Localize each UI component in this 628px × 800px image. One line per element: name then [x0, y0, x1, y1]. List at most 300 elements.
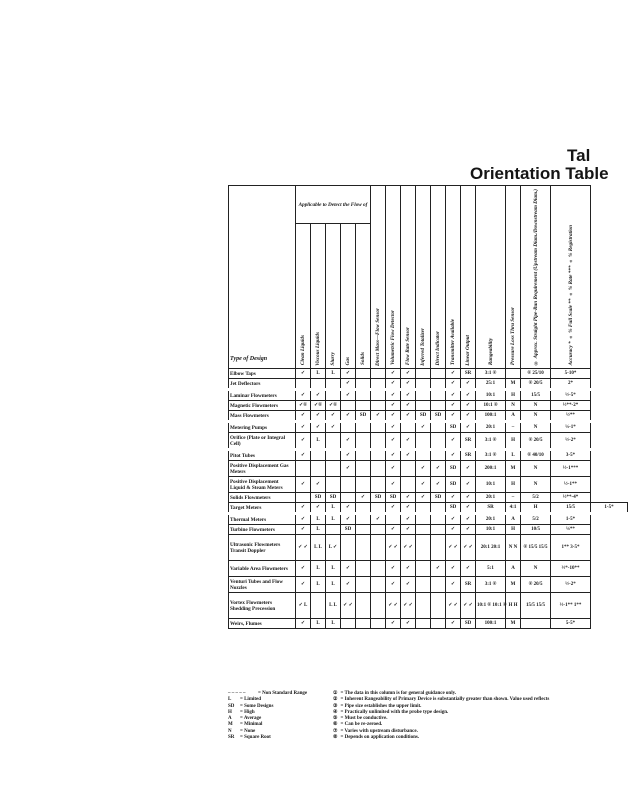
table-cell: 10:1 [476, 390, 506, 401]
table-cell [416, 619, 431, 629]
table-row [229, 369, 628, 379]
row-design-name: Weirs, Flumes [229, 619, 296, 629]
table-cell: ½*-10** [551, 561, 591, 577]
table-cell [296, 461, 311, 477]
table-cell [401, 461, 416, 477]
legend-text: = High [240, 709, 255, 715]
table-row [229, 422, 628, 433]
table-cell [371, 577, 386, 593]
footnote-text: = Must be conductive. [340, 716, 388, 722]
table-cell: SR [461, 369, 476, 379]
table-cell: ¼** [551, 525, 591, 535]
table-row [229, 619, 628, 629]
table-cell: ½-2* [551, 433, 591, 450]
row-design-name: Pitot Tubes [229, 450, 296, 461]
table-cell [416, 561, 431, 577]
table-cell: ✓ [296, 577, 311, 593]
table-cell [341, 401, 356, 411]
row-design-name: Metering Pumps [229, 422, 296, 433]
table-cell [431, 450, 446, 461]
table-cell [431, 535, 446, 561]
table-cell: 200:1 [476, 461, 506, 477]
table-cell: ✓® [296, 401, 311, 411]
table-cell: ® 40/10 [521, 450, 551, 461]
table-cell [431, 379, 446, 390]
table-cell: L [506, 450, 521, 461]
table-cell: ½-1** 1** [551, 593, 591, 619]
table-cell [356, 369, 371, 379]
footnote-text: = Can be re-zeroed. [340, 722, 383, 728]
table-cell: ✓ ✓ [461, 593, 476, 619]
table-cell: SR [461, 577, 476, 593]
header-inferred-totalizer: Inferred Totalizer [420, 327, 427, 366]
header-direct-mass: Direct Mass—Flow Sensor [375, 307, 382, 366]
header-slurry: Slurry [330, 351, 336, 366]
table-cell: ✓ [401, 493, 416, 503]
table-cell: ✓ [446, 411, 461, 422]
table-cell: ✓ [401, 433, 416, 450]
table-cell: 25:1 [476, 379, 506, 390]
table-cell [356, 619, 371, 629]
table-cell: L [311, 369, 326, 379]
footnote-text: = Practically unlimited with the probe type design. [340, 709, 449, 715]
table-cell [356, 503, 371, 514]
table-cell: M [506, 619, 521, 629]
table-row [229, 379, 628, 390]
table-cell: ✓ [446, 525, 461, 535]
table-row [229, 477, 628, 493]
legend-text: = Square Root [240, 735, 271, 741]
table-cell: ✓ [386, 461, 401, 477]
table-cell: ✓ [461, 561, 476, 577]
legend-symbol: SR [228, 735, 235, 741]
table-cell: ✓ [386, 561, 401, 577]
table-cell: ✓ [431, 561, 446, 577]
table-cell: ® 25/10 [521, 369, 551, 379]
table-row [229, 450, 628, 461]
legend-symbol: – – – – – [228, 691, 246, 696]
table-cell: SD [431, 493, 446, 503]
footnote-symbol: ③ [333, 703, 338, 709]
table-cell: ½** [551, 411, 591, 422]
table-cell: 100:1 [476, 411, 506, 422]
table-cell: ® 20/5 [521, 433, 551, 450]
header-straight-pipe: ® Approx. Straight Pipe-Run Requirement (Upstream Diam./Downstream Diam.) [532, 189, 539, 366]
header-pressure-loss: Pressure Loss Thru Sensor [510, 307, 517, 366]
table-cell: L [326, 514, 341, 525]
table-cell: ✓ ✓ [446, 535, 461, 561]
table-cell: L [326, 503, 341, 514]
table-cell: ✓ [461, 503, 476, 514]
table-cell [311, 450, 326, 461]
table-cell: ✓ ✓ [296, 535, 311, 561]
legend-text: = Limited [240, 697, 262, 703]
table-cell: ✓ [401, 561, 416, 577]
table-row [229, 577, 628, 593]
legend-item [228, 735, 307, 741]
table-cell: ✓ [296, 411, 311, 422]
table-cell: ✓ [461, 379, 476, 390]
table-cell: ✓ [401, 577, 416, 593]
table-row [229, 433, 628, 450]
table-cell [311, 593, 326, 619]
table-cell: L [326, 577, 341, 593]
row-design-name: Mass Flowmeters [229, 411, 296, 422]
table-cell: ✓ [341, 561, 356, 577]
row-design-name: Laminar Flowmeters [229, 390, 296, 401]
table-cell [431, 619, 446, 629]
table-title: Orientation Table [470, 164, 609, 183]
table-cell: ½**-4* [551, 493, 591, 503]
table-cell: ✓ [386, 503, 401, 514]
table-cell: 2* [551, 379, 591, 390]
table-cell: ✓ [311, 390, 326, 401]
table-cell: 15/5 15/5 [521, 593, 551, 619]
table-row [229, 461, 628, 477]
table-cell: ✓ ✓ [341, 593, 356, 619]
row-design-name: Variable Area Flowmeters [229, 561, 296, 577]
table-cell: ½-5* [551, 390, 591, 401]
table-cell: N [521, 401, 551, 411]
table-cell [326, 477, 341, 493]
table-cell: 100:1 [476, 619, 506, 629]
table-cell [341, 422, 356, 433]
table-cell: ✓ [296, 619, 311, 629]
table-cell: ✓ [341, 411, 356, 422]
table-cell: ✓ [446, 401, 461, 411]
table-cell: 20:1 20:1 [476, 535, 506, 561]
table-cell: SR [461, 433, 476, 450]
table-cell: ✓ [311, 422, 326, 433]
table-cell [311, 461, 326, 477]
table-cell [416, 450, 431, 461]
table-cell: ✓ [386, 390, 401, 401]
table-cell: 3:1 ® [476, 577, 506, 593]
table-cell: 3-5* [551, 450, 591, 461]
table-cell: H [506, 477, 521, 493]
legend-text: = Non Standard Range [258, 691, 308, 696]
table-cell: 3:1 ® [476, 450, 506, 461]
table-cell: ✓ [341, 503, 356, 514]
table-cell: SD [356, 411, 371, 422]
table-cell: L L [326, 593, 341, 619]
table-cell: ✓ [401, 619, 416, 629]
table-cell: ✓ [341, 379, 356, 390]
table-cell [326, 390, 341, 401]
table-cell: ✓ [431, 461, 446, 477]
table-cell [371, 593, 386, 619]
table-cell [356, 379, 371, 390]
table-cell [371, 369, 386, 379]
header-gas: Gas [345, 357, 351, 366]
footnote-text: = Depends on application conditions. [340, 735, 420, 741]
header-direct-indicator: Direct Indicator [435, 330, 442, 366]
table-cell [416, 433, 431, 450]
table-cell: 10/5 [521, 525, 551, 535]
row-design-name: Solids Flowmeters [229, 493, 296, 503]
table-cell: ✓ [386, 422, 401, 433]
table-cell: ✓ [386, 369, 401, 379]
table-cell: ✓ [386, 450, 401, 461]
table-cell: ✓ [416, 422, 431, 433]
table-cell [371, 535, 386, 561]
header-accuracy: Accuracy * ± % Full Scale ** ± % Rate *** ± % Registration [567, 225, 574, 366]
table-cell: ✓ [311, 411, 326, 422]
table-cell: N [506, 401, 521, 411]
table-cell: ✓ [461, 514, 476, 525]
table-row [229, 493, 628, 503]
footnotes [333, 691, 549, 741]
table-row [229, 411, 628, 422]
table-cell: 3:1 ® [476, 433, 506, 450]
table-cell: ✓ [461, 422, 476, 433]
table-row [229, 390, 628, 401]
table-cell: ✓ [296, 514, 311, 525]
table-cell: – [506, 422, 521, 433]
table-cell: ✓ [371, 514, 386, 525]
table-cell: ✓ ✓ [401, 593, 416, 619]
table-cell [521, 619, 551, 629]
table-cell: ✓ [386, 401, 401, 411]
table-cell: N [521, 411, 551, 422]
table-cell: SD [446, 461, 461, 477]
table-cell: SD [416, 411, 431, 422]
table-cell [431, 401, 446, 411]
table-cell: ® 20/5 [521, 379, 551, 390]
table-cell: M [506, 461, 521, 477]
table-cell: ✓ [386, 619, 401, 629]
table-cell: ✓ [446, 619, 461, 629]
table-cell: SD [446, 477, 461, 493]
table-cell [416, 379, 431, 390]
table-cell: A [506, 561, 521, 577]
table-cell: N [521, 561, 551, 577]
table-cell: ✓ [296, 477, 311, 493]
table-row [229, 401, 628, 411]
footnote-item [333, 735, 549, 741]
table-cell: L [326, 619, 341, 629]
table-cell: N [521, 461, 551, 477]
row-design-name: Positive Displacement Liquid & Steam Meters [229, 477, 296, 493]
table-cell [371, 477, 386, 493]
table-cell: 5-5* [551, 619, 591, 629]
table-cell: ✓ [446, 561, 461, 577]
table-cell: ✓ [326, 422, 341, 433]
table-cell [356, 561, 371, 577]
legend-text: = Some Designs [240, 703, 274, 709]
table-cell: 1** 3-5* [551, 535, 591, 561]
table-cell [371, 561, 386, 577]
table-cell [371, 390, 386, 401]
table-cell: ✓ [341, 369, 356, 379]
table-cell: ✓ [446, 390, 461, 401]
table-cell: ✓ [401, 379, 416, 390]
table-cell: ✓ ✓ [386, 593, 401, 619]
table-cell: ✓ [326, 411, 341, 422]
table-cell: ✓ [416, 493, 431, 503]
table-cell: ✓ [446, 577, 461, 593]
table-cell: L [311, 577, 326, 593]
row-design-name: Turbine Flowmeters [229, 525, 296, 535]
table-cell: ✓ [446, 369, 461, 379]
table-cell: H [521, 503, 551, 514]
table-cell: A [506, 411, 521, 422]
table-cell: SD [446, 422, 461, 433]
table-cell: ✓ L [296, 593, 311, 619]
legend-symbol: M [228, 722, 233, 728]
table-cell: H [506, 390, 521, 401]
table-cell: ✓ [311, 503, 326, 514]
table-cell [341, 619, 356, 629]
table-cell: M [506, 379, 521, 390]
legend-text: = Minimal [240, 722, 263, 728]
table-cell: 1-5* [591, 503, 628, 514]
table-cell: L [311, 561, 326, 577]
table-cell: ✓ [461, 525, 476, 535]
table-cell: ✓ [446, 514, 461, 525]
table-cell: ✓ [431, 477, 446, 493]
table-cell: ✓ [386, 525, 401, 535]
row-design-name: Positive Displacement Gas Meters [229, 461, 296, 477]
legend-text: = None [240, 728, 256, 734]
table-cell: ✓ [341, 577, 356, 593]
table-cell [371, 503, 386, 514]
table-cell [356, 401, 371, 411]
table-cell: 1-5* [551, 514, 591, 525]
table-cell [371, 433, 386, 450]
table-cell: L [326, 369, 341, 379]
table-cell: SD [431, 411, 446, 422]
table-cell: ✓ [401, 401, 416, 411]
table-cell [356, 525, 371, 535]
footnote-symbol: ② [333, 697, 338, 703]
table-cell [431, 422, 446, 433]
table-cell: ✓ [401, 450, 416, 461]
table-cell: ✓ [311, 477, 326, 493]
row-design-name: Jet Deflectors [229, 379, 296, 390]
table-cell [371, 379, 386, 390]
table-cell: ✓ [401, 525, 416, 535]
table-cell: – [506, 493, 521, 503]
table-cell: ✓ [416, 461, 431, 477]
table-cell: ✓ [461, 411, 476, 422]
table-cell: ✓ [296, 561, 311, 577]
table-cell: L ✓ [326, 535, 341, 561]
table-cell: ® 20/5 [521, 577, 551, 593]
table-cell: SR [461, 450, 476, 461]
table-cell: 4:1 [506, 503, 521, 514]
table-cell: ✓ [341, 390, 356, 401]
table-cell [431, 593, 446, 619]
legend-symbol: N [228, 728, 232, 734]
table-cell [356, 450, 371, 461]
table-cell: ½-1** [551, 477, 591, 493]
table-cell: ✓ [416, 477, 431, 493]
table-cell [371, 401, 386, 411]
table-cell: ✓ [386, 477, 401, 493]
table-cell: ✓ [461, 493, 476, 503]
table-cell: ✓ [386, 577, 401, 593]
table-cell: ✓ [296, 433, 311, 450]
table-cell: N [521, 422, 551, 433]
table-cell: ✓ [461, 401, 476, 411]
table-cell [371, 619, 386, 629]
header-viscous-liquids: Viscous Liquids [315, 331, 321, 366]
table-cell: ✓ [446, 379, 461, 390]
table-cell: 3:1 ® [476, 369, 506, 379]
table-cell: ✓ [356, 493, 371, 503]
table-cell: ✓ [296, 369, 311, 379]
table-cell: ✓ [446, 450, 461, 461]
table-cell [356, 422, 371, 433]
table-cell: M [506, 577, 521, 593]
row-design-name: Thermal Meters [229, 514, 296, 525]
table-cell: ✓ [401, 369, 416, 379]
table-cell [356, 477, 371, 493]
footnote-text: = Varies with upstream disturbance. [340, 728, 418, 734]
row-design-name: Elbow Taps [229, 369, 296, 379]
table-cell [431, 503, 446, 514]
table-cell [326, 461, 341, 477]
table-cell [311, 379, 326, 390]
table-cell: ¼-1* [551, 422, 591, 433]
footnote-symbol: ④ [333, 709, 338, 715]
table-body [229, 369, 628, 629]
table-cell: ✓® [326, 401, 341, 411]
table-cell [356, 433, 371, 450]
table-cell: ½**-2* [551, 401, 591, 411]
footnote-symbol: ⑤ [333, 716, 338, 722]
table-cell: ½-1*** [551, 461, 591, 477]
table-cell: L [311, 525, 326, 535]
table-cell: ✓ [296, 390, 311, 401]
table-cell [326, 433, 341, 450]
table-cell [356, 390, 371, 401]
table-cell: ✓ [446, 493, 461, 503]
table-cell: ✓ [386, 379, 401, 390]
table-cell [356, 593, 371, 619]
table-cell: ✓ [296, 525, 311, 535]
table-cell: SD [371, 493, 386, 503]
table-cell: ® 15/5 15/5 [521, 535, 551, 561]
table-cell: SD [311, 493, 326, 503]
table-cell: L [311, 619, 326, 629]
table-cell: 10:1 [476, 525, 506, 535]
table-cell [296, 493, 311, 503]
header-linear-output: Linear Output [465, 334, 472, 366]
table-cell: ✓ [401, 411, 416, 422]
table-cell: H [506, 525, 521, 535]
table-row [229, 503, 628, 514]
row-design-name: Orifice (Plate or Integral Cell) [229, 433, 296, 450]
flowmeter-orientation-table [228, 185, 628, 629]
table-cell: ✓ [461, 390, 476, 401]
table-cell [416, 577, 431, 593]
table-cell [326, 379, 341, 390]
table-cell [416, 525, 431, 535]
type-of-design-header: Type of Design [229, 186, 296, 369]
table-cell: 5:1 [476, 561, 506, 577]
table-cell: ✓ [296, 503, 311, 514]
legend [228, 691, 307, 741]
table-cell [416, 390, 431, 401]
table-cell [431, 577, 446, 593]
table-cell: 15/5 [521, 390, 551, 401]
table-cell: SD [446, 503, 461, 514]
table-cell [416, 593, 431, 619]
row-design-name: Magnetic Flowmeters [229, 401, 296, 411]
table-cell: 20:1 [476, 422, 506, 433]
